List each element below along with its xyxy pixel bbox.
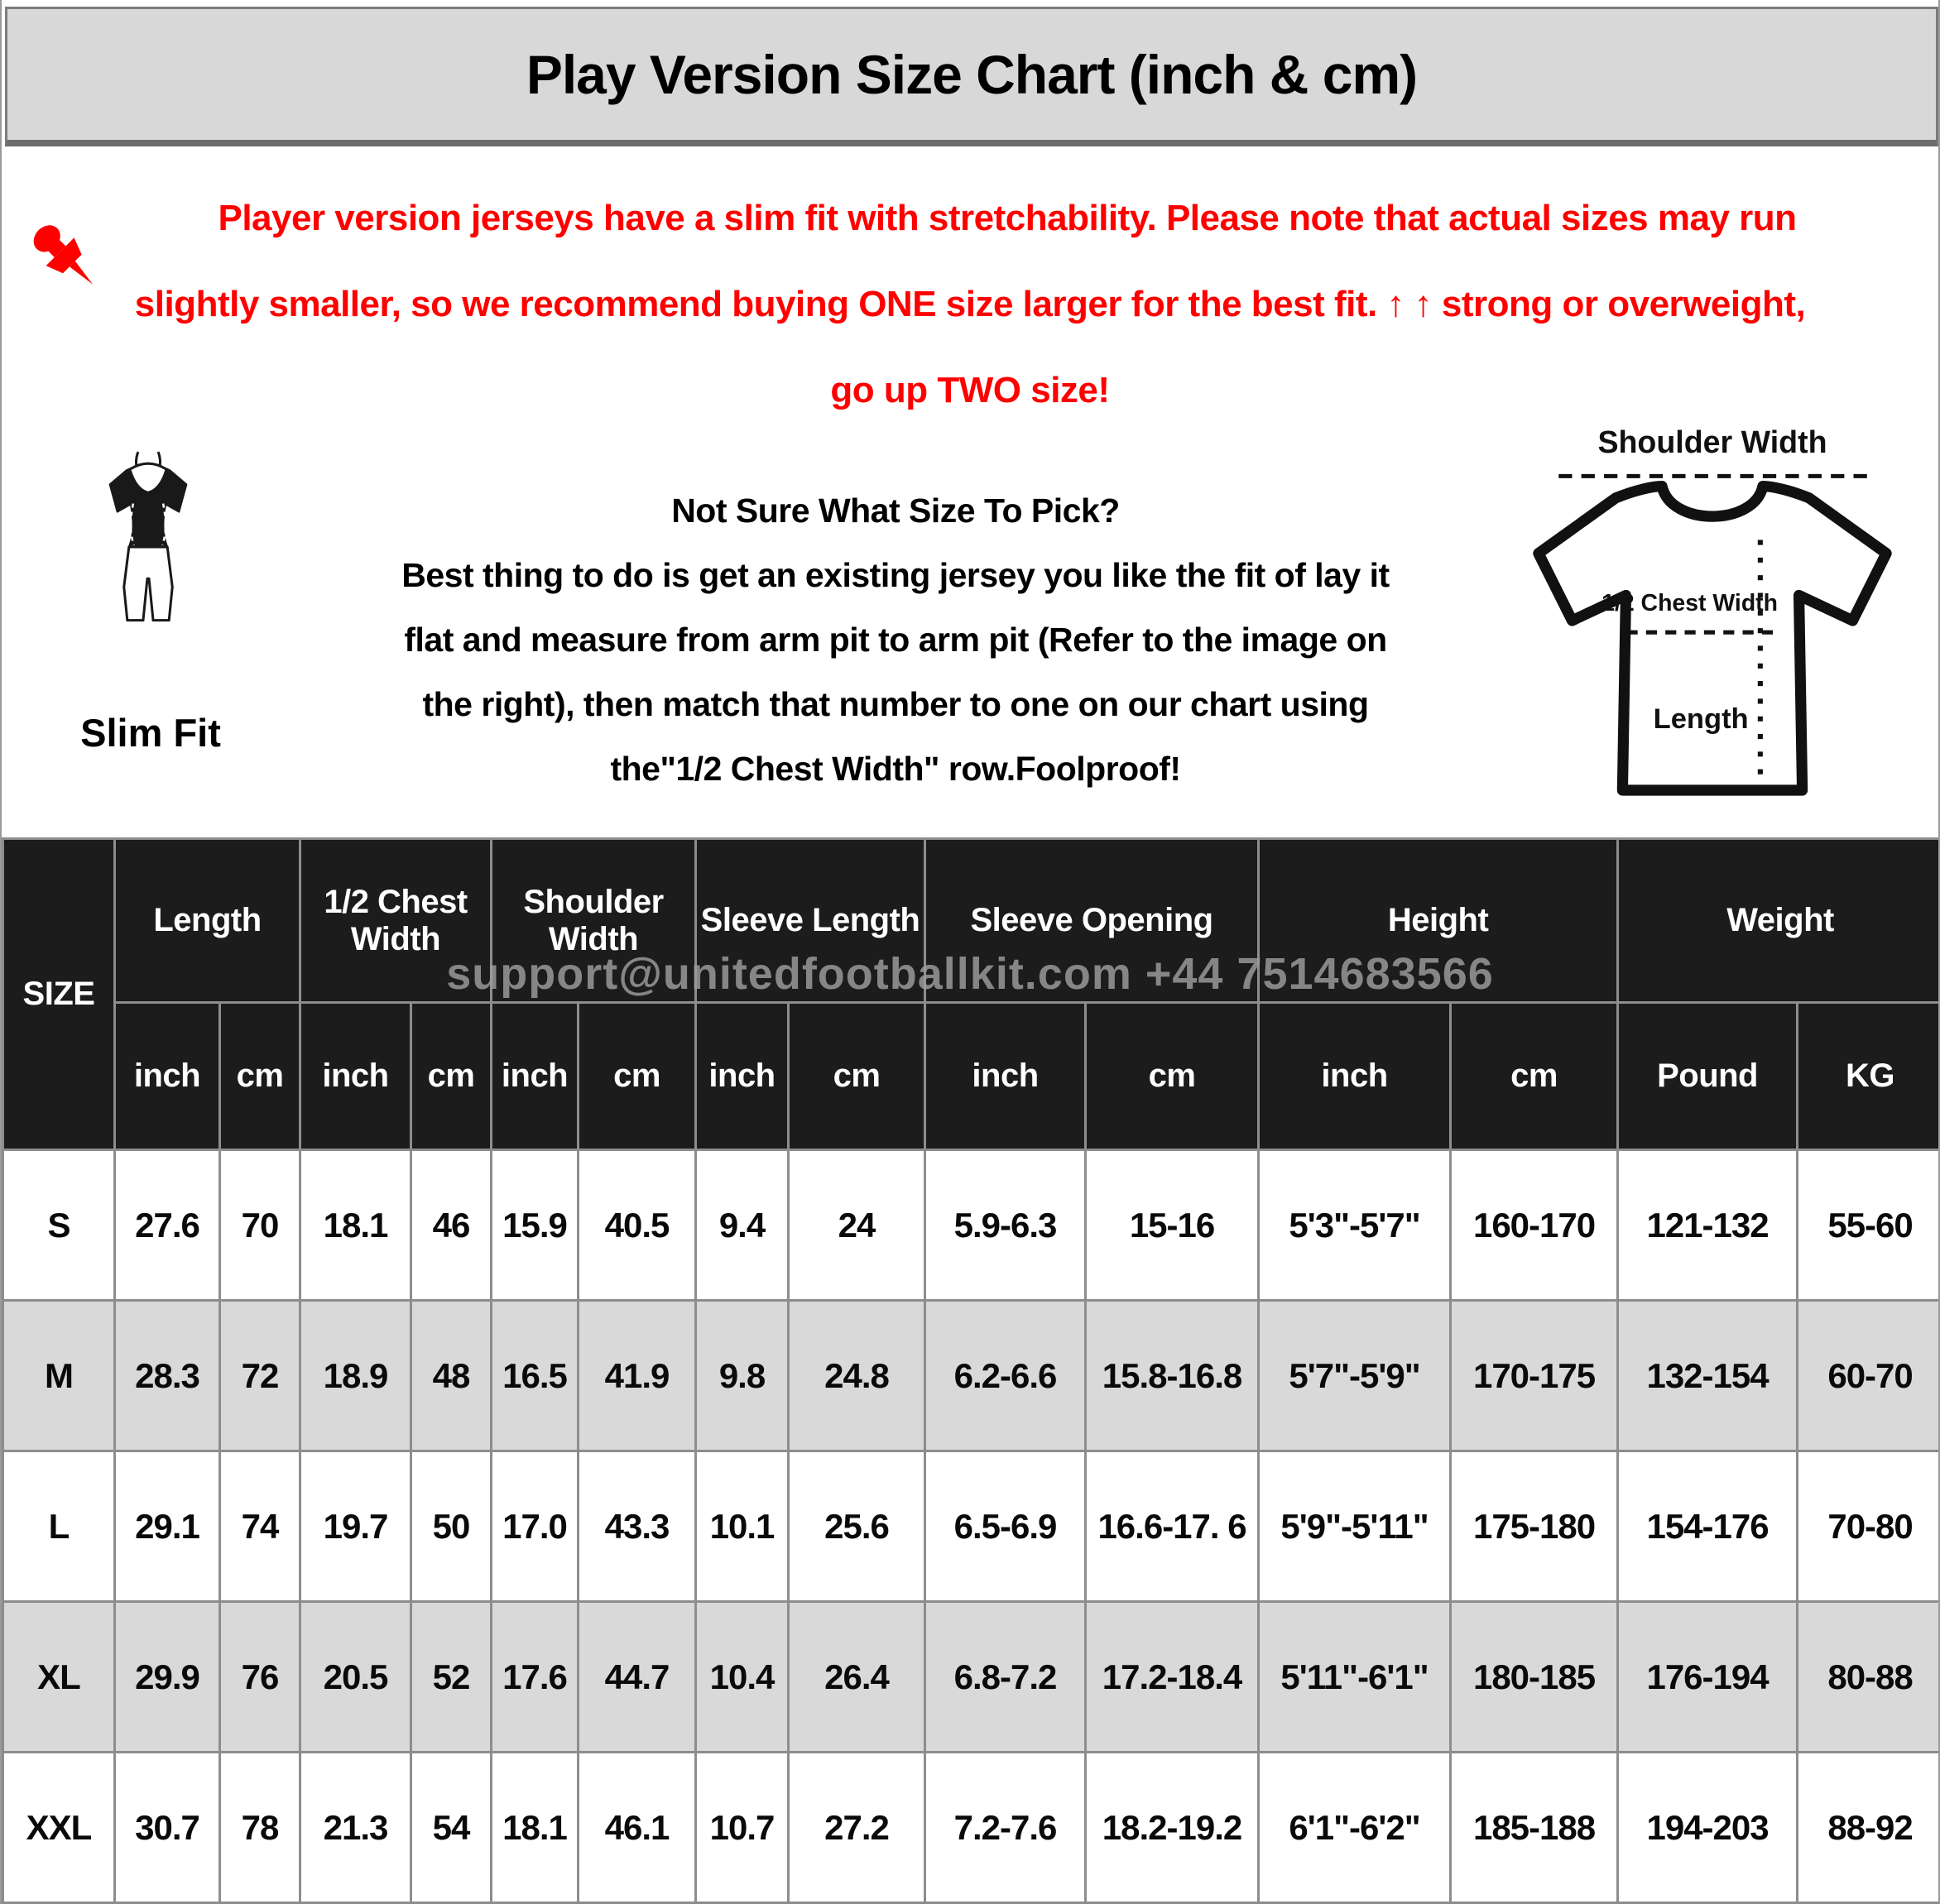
value-cell: 25.6 — [789, 1451, 925, 1602]
unit-header: cm — [1086, 1003, 1259, 1150]
value-cell: 6.8-7.2 — [925, 1602, 1086, 1753]
value-cell: 21.3 — [300, 1753, 411, 1903]
value-cell: 24 — [789, 1150, 925, 1301]
value-cell: 28.3 — [115, 1301, 220, 1451]
value-cell: 46.1 — [579, 1753, 696, 1903]
unit-header: cm — [579, 1003, 696, 1150]
value-cell: 50 — [411, 1451, 492, 1602]
group-header-shoulder: Shoulder Width — [492, 839, 696, 1003]
value-cell: 180-185 — [1451, 1602, 1618, 1753]
value-cell: 27.6 — [115, 1150, 220, 1301]
size-cell: XXL — [3, 1753, 115, 1903]
value-cell: 5'7"-5'9" — [1259, 1301, 1451, 1451]
unit-header: cm — [220, 1003, 300, 1150]
value-cell: 154-176 — [1618, 1451, 1798, 1602]
size-help-line: Best thing to do is get an existing jersey you like the fit of lay it — [401, 556, 1390, 594]
value-cell: 52 — [411, 1602, 492, 1753]
value-cell: 41.9 — [579, 1301, 696, 1451]
table-row-xxl — [3, 1753, 1940, 1903]
value-cell: 17.2-18.4 — [1086, 1602, 1259, 1753]
group-header-sleeve-opening: Sleeve Opening — [925, 839, 1259, 1003]
value-cell: 88-92 — [1798, 1753, 1940, 1903]
value-cell: 6.5-6.9 — [925, 1451, 1086, 1602]
value-cell: 15-16 — [1086, 1150, 1259, 1301]
group-header-height: Height — [1259, 839, 1618, 1003]
value-cell: 70-80 — [1798, 1451, 1940, 1602]
size-help-line: the right), then match that number to one on our chart using — [422, 685, 1369, 723]
unit-header: inch — [115, 1003, 220, 1150]
value-cell: 170-175 — [1451, 1301, 1618, 1451]
table-row-l — [3, 1451, 1940, 1602]
tshirt-measurement-diagram — [1490, 412, 1935, 832]
value-cell: 29.1 — [115, 1451, 220, 1602]
title-bar — [5, 7, 1938, 146]
value-cell: 55-60 — [1798, 1150, 1940, 1301]
table-row-xl — [3, 1602, 1940, 1753]
value-cell: 6.2-6.6 — [925, 1301, 1086, 1451]
tshirt-outline — [1539, 487, 1886, 790]
unit-header: KG — [1798, 1003, 1940, 1150]
value-cell: 20.5 — [300, 1602, 411, 1753]
value-cell: 10.4 — [696, 1602, 789, 1753]
value-cell: 44.7 — [579, 1602, 696, 1753]
value-cell: 18.2-19.2 — [1086, 1753, 1259, 1903]
unit-header: inch — [696, 1003, 789, 1150]
value-cell: 121-132 — [1618, 1150, 1798, 1301]
value-cell: 185-188 — [1451, 1753, 1618, 1903]
value-cell: 175-180 — [1451, 1451, 1618, 1602]
diagram-shoulder-width-label: Shoulder Width — [1597, 424, 1827, 459]
value-cell: 70 — [220, 1150, 300, 1301]
value-cell: 29.9 — [115, 1602, 220, 1753]
value-cell: 5'11"-6'1" — [1259, 1602, 1451, 1753]
value-cell: 7.2-7.6 — [925, 1753, 1086, 1903]
warning-line-3: go up TWO size! — [830, 370, 1110, 410]
value-cell: 160-170 — [1451, 1150, 1618, 1301]
value-cell: 18.1 — [300, 1150, 411, 1301]
value-cell: 15.8-16.8 — [1086, 1301, 1259, 1451]
value-cell: 18.1 — [492, 1753, 579, 1903]
warning-line-1: Player version jerseys have a slim fit with stretchability. Please note that actual sizes may run — [218, 198, 1797, 238]
slim-fit-label: Slim Fit — [80, 711, 221, 755]
unit-header: cm — [411, 1003, 492, 1150]
value-cell: 43.3 — [579, 1451, 696, 1602]
table-row-s — [3, 1150, 1940, 1301]
unit-header: inch — [925, 1003, 1086, 1150]
unit-header: inch — [492, 1003, 579, 1150]
group-header-chest: 1/2 Chest Width — [300, 839, 492, 1003]
diagram-length-label: Length — [1653, 703, 1749, 735]
value-cell: 9.8 — [696, 1301, 789, 1451]
value-cell: 74 — [220, 1451, 300, 1602]
value-cell: 176-194 — [1618, 1602, 1798, 1753]
unit-header: cm — [789, 1003, 925, 1150]
value-cell: 40.5 — [579, 1150, 696, 1301]
unit-header: Pound — [1618, 1003, 1798, 1150]
size-column-header: SIZE — [3, 839, 115, 1150]
value-cell: 16.5 — [492, 1301, 579, 1451]
value-cell: 24.8 — [789, 1301, 925, 1451]
size-table — [2, 837, 1940, 1904]
group-header-length: Length — [115, 839, 300, 1003]
value-cell: 194-203 — [1618, 1753, 1798, 1903]
size-cell: S — [3, 1150, 115, 1301]
size-cell: L — [3, 1451, 115, 1602]
value-cell: 30.7 — [115, 1753, 220, 1903]
value-cell: 26.4 — [789, 1602, 925, 1753]
unit-header: inch — [300, 1003, 411, 1150]
value-cell: 132-154 — [1618, 1301, 1798, 1451]
group-header-sleeve-length: Sleeve Length — [696, 839, 925, 1003]
value-cell: 78 — [220, 1753, 300, 1903]
value-cell: 5'9"-5'11" — [1259, 1451, 1451, 1602]
value-cell: 10.7 — [696, 1753, 789, 1903]
size-help-line: Not Sure What Size To Pick? — [671, 492, 1120, 530]
group-header-weight: Weight — [1618, 839, 1940, 1003]
value-cell: 9.4 — [696, 1150, 789, 1301]
value-cell: 72 — [220, 1301, 300, 1451]
value-cell: 54 — [411, 1753, 492, 1903]
value-cell: 16.6-17. 6 — [1086, 1451, 1259, 1602]
pushpin-icon — [23, 190, 103, 329]
value-cell: 17.0 — [492, 1451, 579, 1602]
value-cell: 15.9 — [492, 1150, 579, 1301]
size-cell: XL — [3, 1602, 115, 1753]
value-cell: 76 — [220, 1602, 300, 1753]
value-cell: 27.2 — [789, 1753, 925, 1903]
diagram-chest-width-label: 1/2 Chest Width — [1601, 589, 1778, 616]
unit-header: inch — [1259, 1003, 1451, 1150]
value-cell: 5.9-6.3 — [925, 1150, 1086, 1301]
page-title: Play Version Size Chart (inch & cm) — [526, 44, 1418, 105]
table-row-m — [3, 1301, 1940, 1451]
value-cell: 19.7 — [300, 1451, 411, 1602]
value-cell: 46 — [411, 1150, 492, 1301]
slim-fit-figure-icon — [83, 447, 214, 655]
value-cell: 10.1 — [696, 1451, 789, 1602]
warning-line-2: slightly smaller, so we recommend buying ONE size larger for the best fit. ↑ ↑ strong or overweight, — [134, 284, 1806, 324]
value-cell: 48 — [411, 1301, 492, 1451]
size-cell: M — [3, 1301, 115, 1451]
value-cell: 80-88 — [1798, 1602, 1940, 1753]
size-help-line: the"1/2 Chest Width" row.Foolproof! — [610, 750, 1181, 788]
unit-header: cm — [1451, 1003, 1618, 1150]
value-cell: 60-70 — [1798, 1301, 1940, 1451]
size-help-block — [275, 478, 1516, 801]
value-cell: 5'3"-5'7" — [1259, 1150, 1451, 1301]
watermark-text: support@unitedfootballkit.com +44 7514683566 — [446, 949, 1494, 999]
warning-block — [2, 175, 1938, 434]
value-cell: 18.9 — [300, 1301, 411, 1451]
value-cell: 6'1"-6'2" — [1259, 1753, 1451, 1903]
size-help-line: flat and measure from arm pit to arm pit (Refer to the image on — [404, 621, 1387, 659]
value-cell: 17.6 — [492, 1602, 579, 1753]
